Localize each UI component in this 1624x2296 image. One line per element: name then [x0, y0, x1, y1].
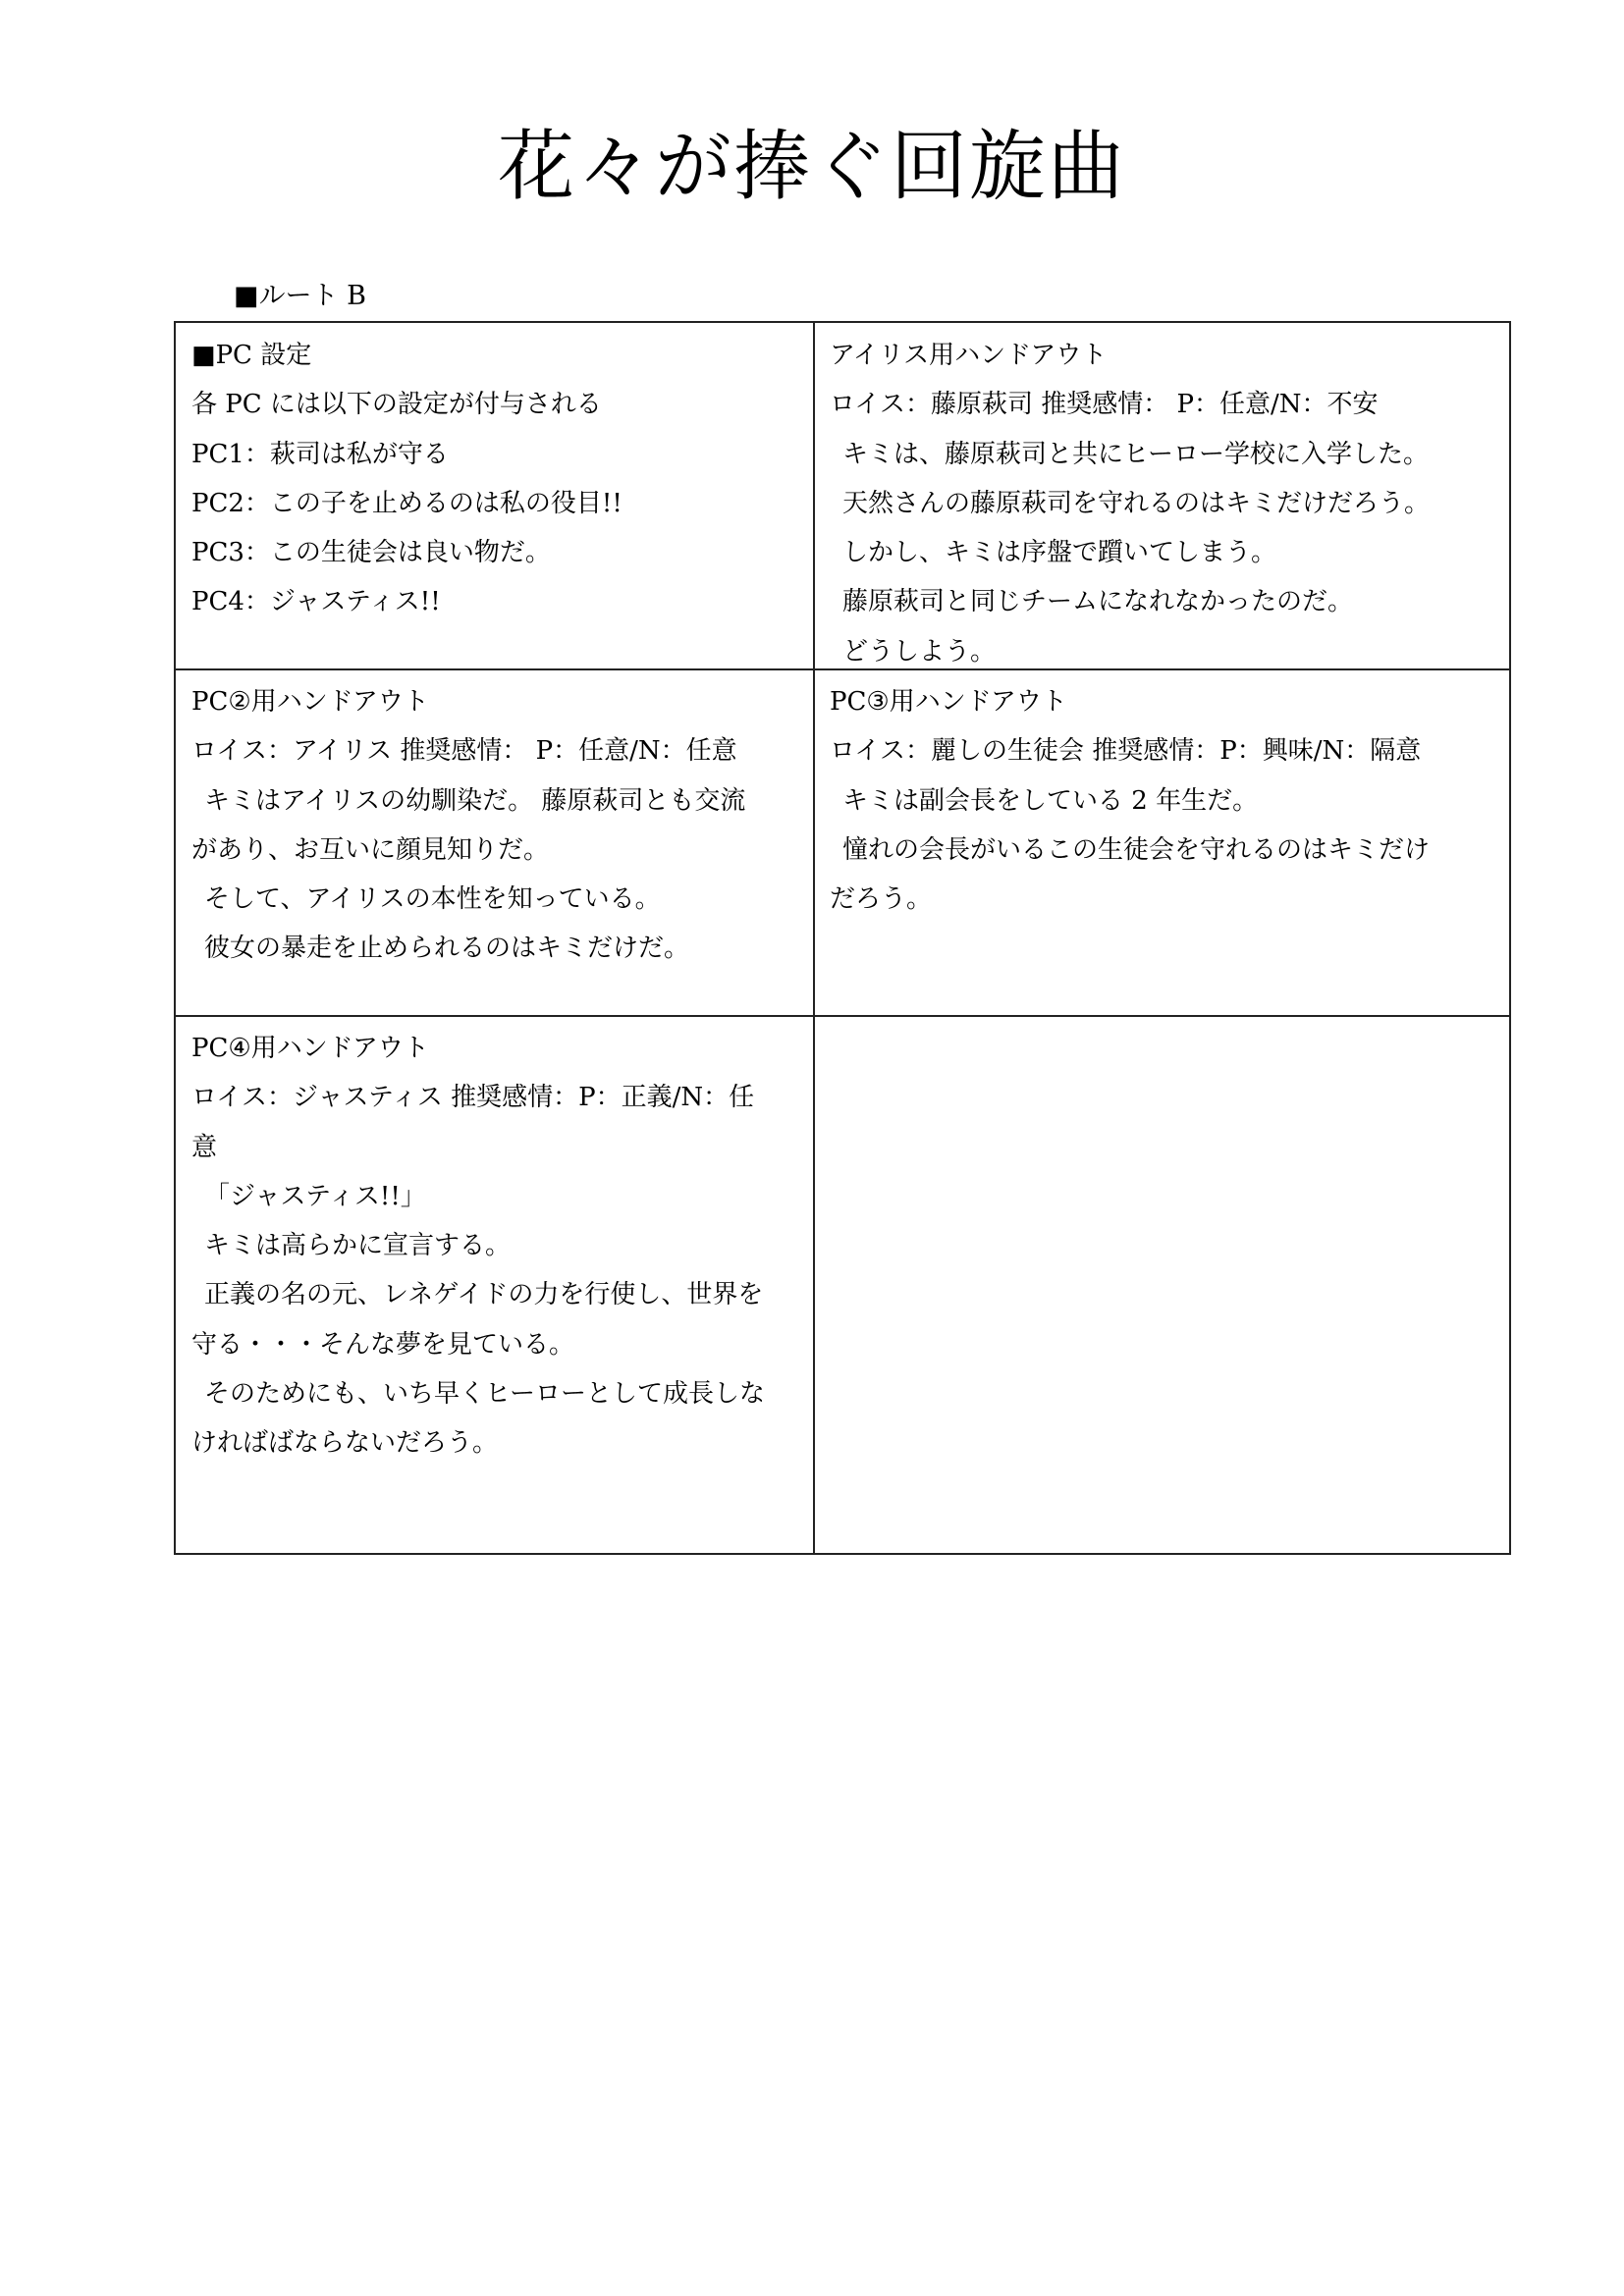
handout-table — [174, 321, 1511, 1555]
pc4-text-line: 「ジャスティス!!」 — [204, 1181, 426, 1211]
pc4-setting: PC4：ジャスティス!! — [191, 587, 441, 617]
pc4-text-line: 守る・・・そんな夢を見ている。 — [191, 1329, 575, 1360]
pc2-text-line: そして、アイリスの本性を知っている。 — [204, 884, 661, 915]
iris-text-line: キミは、藤原萩司と共にヒーロー学校に入学した。 — [842, 439, 1429, 469]
pc4-handout-heading: PC④用ハンドアウト — [191, 1034, 429, 1063]
pc2-handout-cell — [176, 669, 814, 1016]
pc2-text-line: キミはアイリスの幼馴染だ。 藤原萩司とも交流 — [204, 785, 746, 816]
iris-text-line: 藤原萩司と同じチームになれなかったのだ。 — [842, 587, 1354, 617]
pc4-text-line: キミは高らかに宣言する。 — [204, 1231, 512, 1261]
pc1-setting: PC1：萩司は私が守る — [191, 439, 449, 469]
document-title: 花々が捧ぐ回旋曲 — [497, 123, 1126, 211]
pc3-handout-cell — [814, 669, 1509, 1016]
pc4-text-line: ければばならないだろう。 — [191, 1428, 499, 1459]
pc2-handout-heading: PC②用ハンドアウト — [191, 687, 429, 717]
iris-text-line: どうしよう。 — [842, 636, 997, 667]
pc3-text-line: だろう。 — [830, 884, 933, 915]
route-label: ■ルート B — [234, 281, 366, 311]
pc-settings-heading: ■PC 設定 — [191, 341, 312, 370]
iris-handout-heading: アイリス用ハンドアウト — [830, 341, 1108, 370]
pc-settings-intro: 各 PC には以下の設定が付与される — [191, 390, 602, 420]
iris-lois: ロイス：藤原萩司 推奨感情： P：任意/N：不安 — [830, 390, 1379, 420]
pc2-text-line: があり、お互いに顔見知りだ。 — [191, 834, 550, 865]
iris-handout-cell — [814, 323, 1509, 669]
pc3-handout-heading: PC③用ハンドアウト — [830, 687, 1067, 717]
pc3-text-line: 憧れの会長がいるこの生徒会を守れるのはキミだけ — [842, 834, 1431, 865]
pc4-lois-continued: 意 — [191, 1132, 218, 1162]
pc4-handout-cell — [176, 1016, 814, 1553]
pc4-text-line: 正義の名の元、レネゲイドの力を行使し、世界を — [204, 1280, 764, 1310]
pc4-lois: ロイス：ジャスティス 推奨感情：P：正義/N：任 — [191, 1083, 755, 1113]
iris-text-line: 天然さんの藤原萩司を守れるのはキミだけだろう。 — [842, 488, 1431, 518]
pc3-lois: ロイス：麗しの生徒会 推奨感情：P：興味/N：隔意 — [830, 736, 1422, 767]
iris-text-line: しかし、キミは序盤で躓いてしまう。 — [842, 538, 1277, 568]
pc2-lois: ロイス：アイリス 推奨感情： P：任意/N：任意 — [191, 736, 737, 767]
pc2-setting: PC2：この子を止めるのは私の役目!! — [191, 488, 623, 518]
empty-cell — [814, 1016, 1509, 1553]
pc3-setting: PC3：この生徒会は良い物だ。 — [191, 538, 551, 568]
pc4-text-line: そのためにも、いち早くヒーローとして成長しな — [204, 1379, 765, 1410]
pc2-text-line: 彼女の暴走を止められるのはキミだけだ。 — [204, 934, 690, 964]
pc3-text-line: キミは副会長をしている 2 年生だ。 — [842, 785, 1259, 816]
pc-settings-cell — [176, 323, 814, 669]
